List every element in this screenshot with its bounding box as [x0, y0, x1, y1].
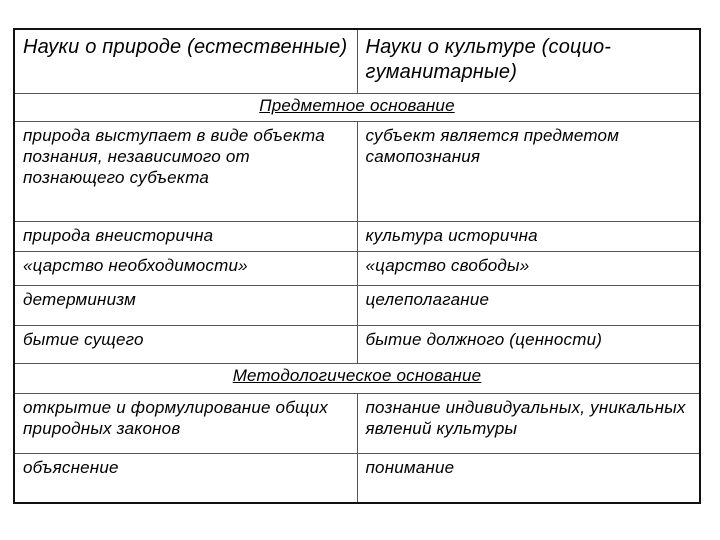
table-row [15, 121, 699, 221]
table-row [15, 325, 699, 363]
cell-cultural: «царство свободы» [357, 251, 699, 285]
table-row [15, 285, 699, 325]
cell-cultural: субъект является предметом самопознания [357, 121, 699, 221]
comparison-table [15, 30, 699, 502]
cell-cultural: бытие должного (ценности) [357, 325, 699, 363]
cell-cultural: культура исторична [357, 221, 699, 251]
section-title-subject: Предметное основание [15, 93, 699, 121]
section-row-method [15, 363, 699, 393]
cell-natural: бытие сущего [15, 325, 357, 363]
table-row [15, 221, 699, 251]
table-row [15, 393, 699, 453]
cell-cultural: целеполагание [357, 285, 699, 325]
header-cultural-sciences: Науки о культуре (социо-гуманитарные) [357, 30, 699, 93]
cell-natural: природа выступает в виде объекта познания, независимого от познающего субъекта [15, 121, 357, 221]
cell-natural: природа внеисторична [15, 221, 357, 251]
cell-natural: объяснение [15, 453, 357, 502]
comparison-table-frame [13, 28, 701, 504]
cell-natural: «царство необходимости» [15, 251, 357, 285]
cell-natural: открытие и формулирование общих природных законов [15, 393, 357, 453]
header-natural-sciences: Науки о природе (естественные) [15, 30, 357, 93]
header-row [15, 30, 699, 93]
section-row-subject [15, 93, 699, 121]
cell-cultural: познание индивидуальных, уникальных явлений культуры [357, 393, 699, 453]
table-row [15, 251, 699, 285]
cell-cultural: понимание [357, 453, 699, 502]
cell-natural: детерминизм [15, 285, 357, 325]
section-title-method: Методологическое основание [15, 363, 699, 393]
table-row [15, 453, 699, 502]
